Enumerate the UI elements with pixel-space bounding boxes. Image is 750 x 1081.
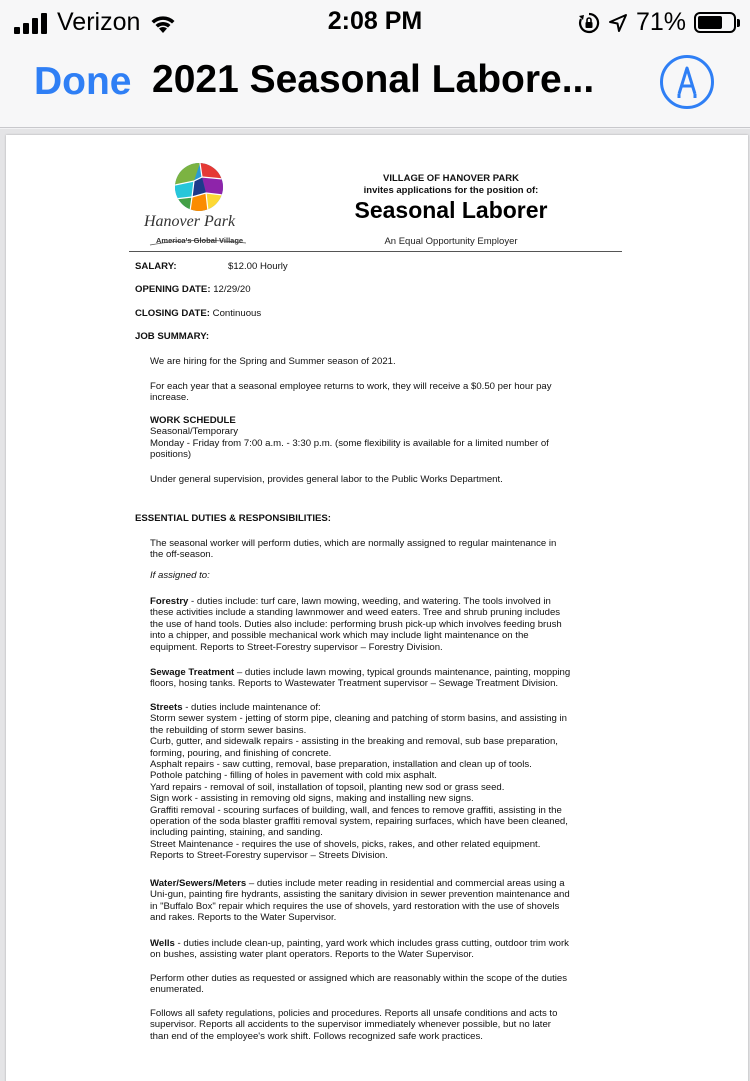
wells-line: on bushes, assisting water plant operators. Reports to the Water Supervisor.	[150, 949, 474, 961]
supervision-line: Under general supervision, provides general labor to the Public Works Department.	[150, 474, 503, 485]
forestry-line: - duties include: turf care, lawn mowing, weeding, and watering. The tools involved in	[188, 596, 551, 607]
status-time: 2:08 PM	[327, 7, 423, 35]
other-duties-line: Perform other duties as requested or assigned which are reasonably within the scope of the duties	[150, 973, 568, 984]
streets-line: Sign work - assisting in removing old signs, making and installing new signs.	[150, 793, 474, 805]
salary-label: SALARY:	[135, 261, 177, 272]
other-duties-line: enumerated.	[150, 984, 204, 996]
status-right	[578, 8, 736, 37]
streets-line: Street Maintenance - requires the use of shovels, picks, rakes, and other related equipment.	[150, 838, 541, 850]
work-schedule-line: Seasonal/Temporary	[150, 426, 238, 438]
safety-line: Follows all safety regulations, policies and procedures. Reports all unsafe conditions and acts to	[150, 1008, 558, 1019]
work-schedule	[150, 415, 549, 461]
document-page	[6, 135, 748, 1081]
water-title: Water/Sewers/Meters	[150, 878, 247, 889]
water-line: in "Buffalo Box" repair which requires the use of shovels, yard restoration with the use of shovels	[150, 900, 560, 912]
salary-value: $12.00 Hourly	[228, 261, 288, 272]
closing-row	[135, 308, 261, 319]
forestry-line: the use of hand tools. Duties also include: performing brush pick-up which involves feeding brush	[150, 618, 562, 630]
streets-line: Graffiti removal - scouring surfaces of building, wall, and fences to remove graffiti, assisting in the	[150, 804, 562, 816]
streets-line: forming, pouring, and finishing of concrete.	[150, 747, 332, 759]
safety-line: supervisor. Reports all accidents to the supervisor immediately whenever possible, but no later	[150, 1019, 552, 1031]
sewage-line: floors, hosing tanks. Reports to Wastewater Treatment supervisor – Sewage Treatment Division.	[150, 678, 559, 690]
done-button[interactable]: Done	[34, 60, 132, 103]
wells-line: - duties include clean-up, painting, yard work which includes grass cutting, outdoor trim work	[174, 938, 569, 949]
summary-p2	[150, 381, 552, 404]
forestry-line: these activities include a standing lawnmower and weed eaters. Tree and shrub pruning includes	[150, 607, 561, 619]
wells-title: Wells	[150, 938, 175, 949]
streets-line: Asphalt repairs - saw cutting, removal, base preparation, installation and clean up of tools.	[150, 759, 532, 771]
water-section	[150, 878, 570, 924]
position-title: Seasonal Laborer	[354, 197, 548, 223]
streets-line: Yard repairs - removal of soil, installation of topsoil, planting new sod or grass seed.	[150, 781, 505, 793]
carrier-name: Verizon	[57, 8, 141, 36]
summary-p2-line: For each year that a seasonal employee returns to work, they will receive a $0.50 per hour pay	[150, 381, 552, 392]
hanover-park-logo	[142, 159, 252, 247]
forestry-line: equipment. Reports to Street-Forestry supervisor – Forestry Division.	[150, 641, 443, 653]
streets-line: Curb, gutter, and sidewalk repairs - assisting in the breaking and removal, sub base preparation,	[150, 736, 558, 748]
org-name: VILLAGE OF HANOVER PARK	[383, 173, 519, 184]
invites-line: invites applications for the position of:	[363, 185, 539, 196]
markup-pen-icon[interactable]	[659, 54, 715, 110]
eeo-statement: An Equal Opportunity Employer	[384, 236, 518, 247]
navigation-bar	[0, 42, 750, 128]
battery-icon	[694, 12, 736, 33]
water-line: – duties include meter reading in residential and commercial areas using a	[246, 878, 565, 889]
streets-line: - duties include maintenance of:	[182, 702, 321, 713]
streets-line: operation of the soda blaster graffiti removal system, repairing surfaces, which have been cleaned,	[150, 816, 568, 828]
work-schedule-line: positions)	[150, 449, 192, 461]
streets-line: Storm sewer system - jetting of storm pipe, cleaning and patching of storm basins, and assisting in	[150, 713, 567, 725]
forestry-line: into a chipper, and possible mechanical work which may include light maintenance on the	[150, 630, 529, 642]
salary-row	[135, 261, 288, 272]
duties-heading: ESSENTIAL DUTIES & RESPONSIBILITIES:	[135, 513, 331, 524]
document-title: 2021 Seasonal Labore...	[152, 58, 595, 101]
safety-section	[150, 1008, 557, 1042]
opening-row	[135, 284, 251, 295]
streets-line: Reports to Street-Forestry supervisor – Streets Division.	[150, 850, 388, 862]
streets-section	[150, 702, 568, 862]
safety-line: than end of the employee's work shift. Follows recognized safe work practices.	[150, 1030, 483, 1042]
orientation-lock-icon	[578, 12, 600, 34]
sewage-title: Sewage Treatment	[150, 667, 235, 678]
other-duties	[150, 973, 567, 996]
streets-title: Streets	[150, 702, 183, 713]
duties-intro-line: The seasonal worker will perform duties, which are normally assigned to regular maintenance in	[150, 538, 557, 549]
document-viewer[interactable]	[0, 129, 750, 1081]
logo-tagline: America's Global Village	[156, 236, 244, 245]
forestry-section	[150, 596, 562, 653]
work-schedule-heading: WORK SCHEDULE	[150, 415, 236, 426]
streets-line: the rebuilding of storm sewer basins.	[150, 724, 307, 736]
logo-wordmark: Hanover Park	[144, 213, 236, 230]
streets-line: including painting, staining, and sanding.	[150, 827, 323, 839]
summary-p1: We are hiring for the Spring and Summer season of 2021.	[150, 356, 396, 367]
header-divider	[129, 251, 622, 252]
if-assigned: If assigned to:	[150, 570, 210, 581]
closing-label: CLOSING DATE:	[135, 308, 210, 319]
battery-percent: 71%	[635, 8, 686, 36]
opening-value: 12/29/20	[213, 284, 251, 295]
streets-line: Pothole patching - filling of holes in pavement with cold mix asphalt.	[150, 770, 437, 782]
status-bar	[0, 0, 750, 42]
location-arrow-icon	[608, 13, 628, 33]
opening-label: OPENING DATE:	[135, 284, 211, 295]
forestry-title: Forestry	[150, 596, 189, 607]
sewage-section	[150, 667, 570, 690]
sewage-line: – duties include lawn mowing, typical grounds maintenance, painting, mopping	[234, 667, 571, 678]
wells-section	[150, 938, 569, 961]
duties-intro-line: the off-season.	[150, 549, 214, 561]
job-summary-heading: JOB SUMMARY:	[135, 331, 210, 342]
work-schedule-line: Monday - Friday from 7:00 a.m. - 3:30 p.m. (some flexibility is available for a limited number of	[150, 437, 549, 449]
summary-p2-line: increase.	[150, 392, 189, 404]
duties-intro	[150, 538, 556, 561]
closing-value: Continuous	[212, 308, 262, 319]
water-line: Uni-gun, painting fire hydrants, assisting the sanitary division in sewer prevention maintenance and	[150, 889, 570, 901]
water-line: and rakes. Reports to the Water Supervisor.	[150, 912, 337, 924]
